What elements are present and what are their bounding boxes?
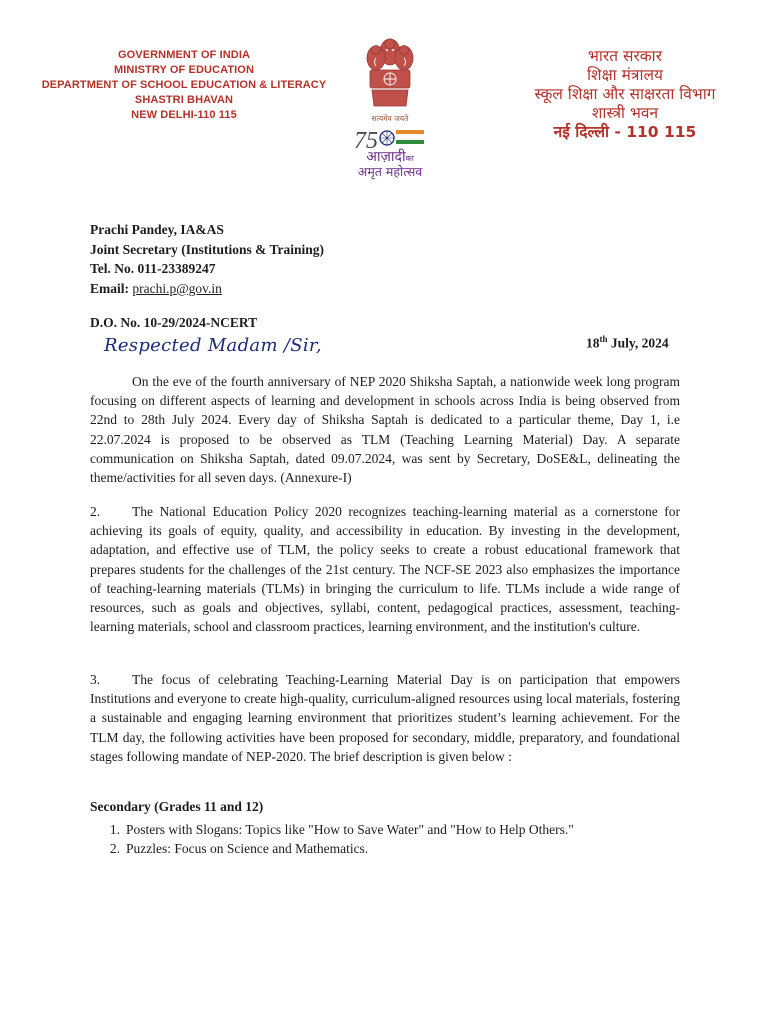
letterhead-hindi-line: शिक्षा मंत्रालय	[587, 66, 663, 84]
letterhead-english	[34, 48, 334, 123]
list-item	[90, 839, 690, 858]
list-item-text: Posters with Slogans: Topics like "How to Save Water" and "How to Help Others."	[126, 822, 574, 837]
date-rest: July, 2024	[607, 335, 669, 351]
state-emblem-icon	[352, 32, 428, 126]
date-day: 18	[586, 335, 600, 351]
letterhead-hindi-line: शास्त्री भवन	[591, 104, 659, 122]
paragraph-2	[90, 502, 680, 636]
paragraph-3	[90, 670, 680, 766]
sender-block	[90, 220, 324, 298]
list-item-number: 2.	[109, 841, 120, 856]
email-link[interactable]: prachi.p@gov.in	[132, 280, 222, 296]
paragraph-3-text: The focus of celebrating Teaching-Learning Material Day is on participation that empowers Institutions and everyone to create high-quality, curriculum-aligned resources using local materials, fostering a sustainable and engaging learning environment that prioritizes student’s learning achievement. For the TLM day, the following activities have been proposed for secondary, middle, preparatory, and foundational stages following mandate of NEP-2020. The brief description is given below :	[90, 672, 680, 764]
email-label: Email:	[90, 280, 129, 296]
letterhead-line: GOVERNMENT OF INDIA	[117, 49, 251, 61]
letter-date	[586, 334, 669, 352]
azadi-line2: अमृत महोत्सव	[357, 164, 423, 179]
letterhead-hindi	[500, 47, 750, 142]
letterhead-hindi-line: भारत सरकार	[587, 47, 663, 65]
list-item-text: Puzzles: Focus on Science and Mathematics.	[126, 841, 369, 856]
paragraph-2-text: The National Education Policy 2020 recognizes teaching-learning material as a cornerstone for achieving its goals of equity, quality, and accessibility in education. By investing in the development, adaptation, and effective use of TLM, the policy seeks to create a robust educational framework that prepares students for the challenges of the 21st century. The NCF-SE 2023 also emphasizes the importance of teaching-learning materials (TLMs) in bringing the curriculum to life. TLMs include a wide range of resources, such as goals and objectives, syllabi, content, pedagogical practices, assessment, teaching-learning materials, school and classroom practices, learning environment, and the institution's culture.	[90, 504, 680, 635]
list-item	[90, 820, 690, 839]
date-suffix: th	[599, 334, 608, 344]
sender-name: Prachi Pandey, IA&AS	[90, 222, 224, 237]
letterhead-line: NEW DELHI-110 115	[131, 109, 237, 121]
azadi-line1-small: का	[405, 154, 414, 163]
list-item-number: 1.	[109, 822, 120, 837]
azadi-line1: आज़ादी	[366, 149, 406, 165]
letterhead-line: DEPARTMENT OF SCHOOL EDUCATION & LITERACY	[41, 79, 327, 91]
sender-designation: Joint Secretary (Institutions & Training)	[90, 241, 325, 257]
letterhead-line: MINISTRY OF EDUCATION	[113, 64, 254, 76]
do-number: D.O. No. 10-29/2024-NCERT	[90, 315, 258, 330]
emblem-motto: सत्यमेव जयते	[371, 114, 409, 123]
azadi-caption	[333, 150, 447, 178]
letterhead-hindi-line: स्कूल शिक्षा और साक्षरता विभाग	[534, 85, 716, 103]
sender-telephone: Tel. No. 011-23389247	[90, 261, 216, 276]
secondary-activity-list	[90, 820, 690, 858]
sender-email-row	[90, 279, 324, 299]
azadi-number: 75	[354, 128, 378, 154]
paragraph-1: On the eve of the fourth anniversary of NEP 2020 Shiksha Saptah, a nationwide week long program focusing on different aspects of learning and development in schools across India is being observed from 22nd to 28th July 2024. Every day of Shiksha Saptah is dedicated to a particular theme, Day 1, i.e 22.07.2024 is proposed to be observed as TLM (Teaching Learning Material) Day. A separate communication on Shiksha Saptah, dated 09.07.2024, was sent by Secretary, DoSE&L, delineating the theme/activities for all seven days. (Annexure-I)	[90, 374, 680, 486]
paragraph-number: 2.	[90, 504, 101, 519]
secondary-heading: Secondary (Grades 11 and 12)	[90, 799, 264, 814]
letterhead-hindi-line: नई दिल्ली - 110 115	[553, 123, 697, 141]
paragraph-number: 3.	[90, 672, 101, 687]
salutation: Respected Madam /Sir,	[104, 335, 322, 356]
letterhead-line: SHASTRI BHAVAN	[134, 94, 234, 106]
